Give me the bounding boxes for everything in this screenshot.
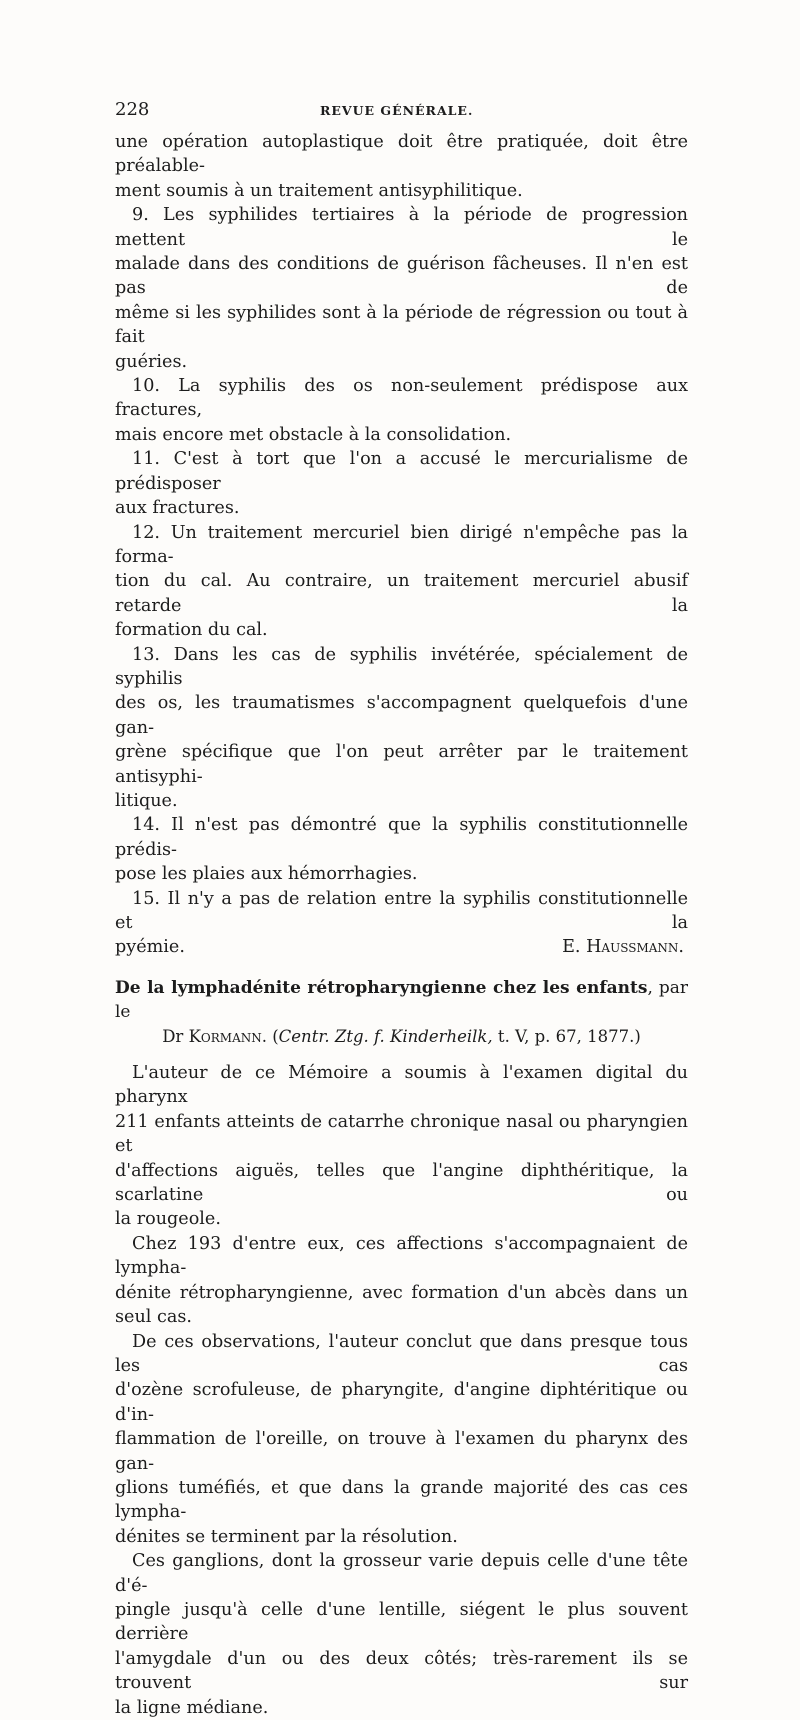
article-reference: [115, 1025, 688, 1049]
text-line: 12. Un traitement mercuriel bien dirigé n'empêche pas la forma-: [115, 522, 688, 567]
ref-details: t. V, p. 67, 1877.): [492, 1026, 641, 1046]
text-line: glions tuméfiés, et que dans la grande majorité des cas ces lympha-: [115, 1477, 688, 1523]
article-title: [115, 976, 688, 1025]
text-line: tion du cal. Au contraire, un traitement mercuriel abusif retarde la: [115, 571, 688, 616]
text-line: pose les plaies aux hémorrhagies.: [115, 864, 418, 885]
ref-open: (: [272, 1026, 279, 1046]
paragraph-13: [115, 643, 688, 814]
paragraph-intro: [115, 130, 688, 203]
paragraph-15: [115, 887, 688, 960]
text-line: guéries.: [115, 351, 188, 372]
text-line: 11. C'est à tort que l'on a accusé le mercurialisme de prédisposer: [115, 449, 688, 494]
text-line: même si les syphilides sont à la période de régression ou tout à fait: [115, 302, 688, 348]
text-line: malade dans des conditions de guérison fâcheuses. Il n'en est pas de: [115, 254, 688, 299]
text-line: d'affections aiguës, telles que l'angine diphthéritique, la scarlatine ou: [115, 1160, 688, 1206]
paragraph-9: [115, 203, 688, 374]
text-line: De ces observations, l'auteur conclut que dans presque tous les cas: [115, 1331, 688, 1376]
text-line: d'ozène scrofuleuse, de pharyngite, d'angine diphtéritique ou d'in-: [115, 1380, 688, 1425]
article-author: Kormann.: [188, 1026, 267, 1046]
text-line: pingle jusqu'à celle d'une lentille, siégent le plus souvent derrière: [115, 1599, 688, 1645]
paragraph-14: [115, 813, 688, 886]
text-line: L'auteur de ce Mémoire a soumis à l'examen digital du pharynx: [115, 1063, 688, 1108]
text-line: dénite rétropharyngienne, avec formation d'un abcès dans un: [115, 1282, 688, 1303]
text-line: 211 enfants atteints de catarrhe chronique nasal ou pharyngien et: [115, 1111, 688, 1157]
text-line: l'amygdale d'un ou des deux côtés; très-rarement ils se trouvent sur: [115, 1648, 688, 1694]
author-prefix: Dr: [162, 1026, 184, 1046]
paragraph-10: [115, 374, 688, 447]
text-line: pyémie.: [115, 937, 185, 958]
text-line: 15. Il n'y a pas de relation entre la syphilis constitutionnelle et la: [115, 888, 688, 933]
paragraph-11: [115, 447, 688, 520]
text-line: la rougeole.: [115, 1209, 221, 1230]
text-line: 14. Il n'est pas démontré que la syphilis constitutionnelle prédis-: [115, 815, 688, 860]
text-line: formation du cal.: [115, 620, 268, 641]
text-line: 9. Les syphilides tertiaires à la période de progression mettent le: [115, 205, 688, 250]
text-line: aux fractures.: [115, 498, 240, 519]
text-line: litique.: [115, 790, 178, 811]
text-line: ment soumis à un traitement antisyphilitique.: [115, 180, 523, 201]
article-title-text: De la lymphadénite rétropharyngienne chez les enfants: [115, 977, 648, 998]
text-line: Ces ganglions, dont la grosseur varie depuis celle d'une tête d'é-: [115, 1551, 688, 1596]
text-line: grène spécifique que l'on peut arrêter par le traitement antisyphi-: [115, 742, 688, 787]
page-header: [115, 98, 688, 122]
text-line: seul cas.: [115, 1307, 192, 1328]
text-line: dénites se terminent par la résolution.: [115, 1526, 458, 1547]
text-line: la ligne médiane.: [115, 1697, 269, 1718]
article-title-tail: , par le: [115, 977, 689, 1023]
page-number: 228: [115, 99, 150, 120]
text-line: une opération autoplastique doit être pratiquée, doit être préalable-: [115, 132, 688, 177]
page-body: [115, 98, 688, 1720]
journal-name: Centr. Ztg. f. Kinderheilk,: [278, 1026, 493, 1046]
text-line: 10. La syphilis des os non-seulement prédispose aux fractures,: [115, 376, 688, 421]
signature-line: [115, 935, 688, 959]
article-paragraph-2: [115, 1232, 688, 1330]
article-paragraph-3: [115, 1330, 688, 1550]
paragraph-12: [115, 521, 688, 643]
text-line: des os, les traumatismes s'accompagnent quelquefois d'une gan-: [115, 693, 688, 738]
article-paragraph-4: [115, 1549, 688, 1720]
text-line: mais encore met obstacle à la consolidation.: [115, 424, 512, 445]
article-paragraph-1: [115, 1061, 688, 1232]
text-line: flammation de l'oreille, on trouve à l'examen du pharynx des gan-: [115, 1429, 688, 1474]
text-line: Chez 193 d'entre eux, ces affections s'accompagnaient de lympha-: [115, 1233, 688, 1279]
running-title: REVUE GÉNÉRALE.: [320, 103, 474, 118]
author-signature: E. Haussmann.: [562, 937, 684, 958]
text-line: 13. Dans les cas de syphilis invétérée, spécialement de syphilis: [115, 644, 688, 689]
